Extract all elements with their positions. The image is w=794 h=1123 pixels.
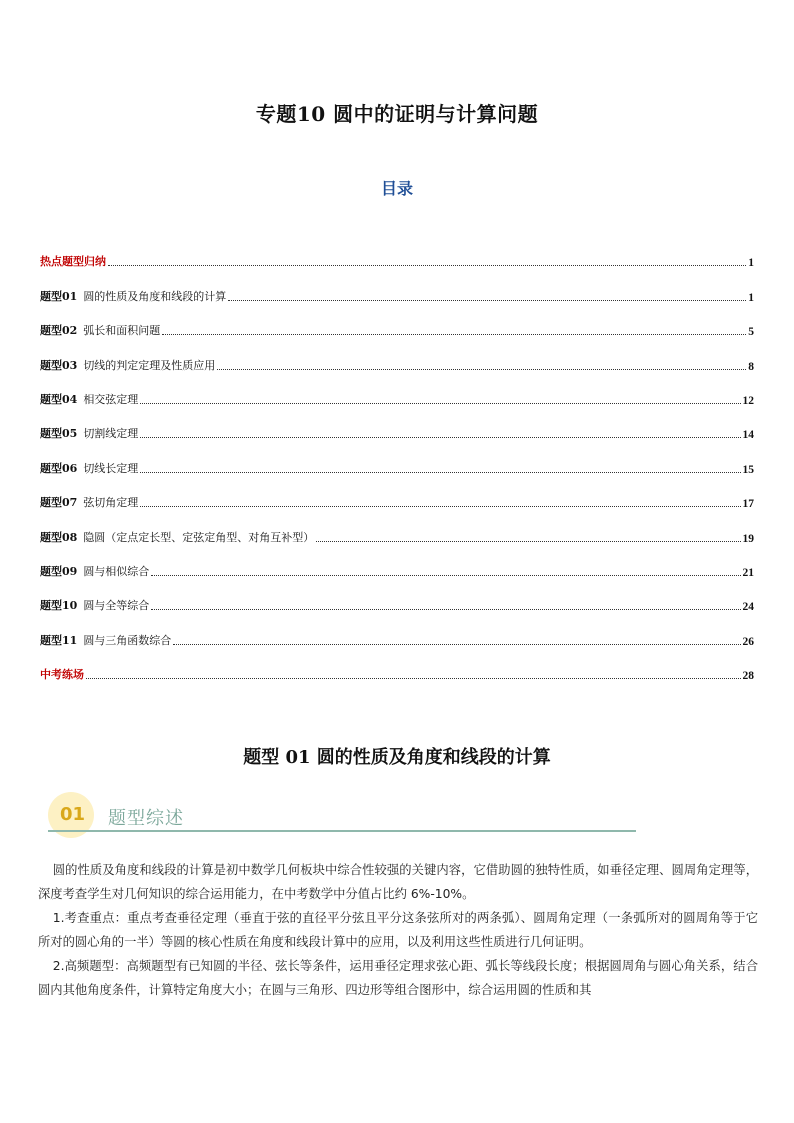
toc-leader-dots xyxy=(162,334,746,335)
paragraph-intro: 圆的性质及角度和线段的计算是初中数学几何板块中综合性较强的关键内容，它借助圆的独特性质，如垂径定理、圆周角定理等，深度考查学生对几何知识的综合运用能力，在中考数学中分值占比约 6%-10%。 xyxy=(38,863,758,901)
toc-leader-dots xyxy=(140,403,740,404)
toc-entry-page: 28 xyxy=(742,670,754,683)
banner-label: 题型综述 xyxy=(108,808,184,829)
toc-entry-label: 热点题型归纳 xyxy=(40,255,106,269)
toc-entry-page: 21 xyxy=(742,566,754,579)
page-title: 专题10 圆中的证明与计算问题 xyxy=(255,102,539,126)
section-body xyxy=(38,858,758,1002)
toc-leader-dots xyxy=(140,437,740,438)
paragraph-focus: 1.考查重点：重点考查垂径定理（垂直于弦的直径平分弦且平分这条弦所对的两条弧）、圆周角定理（一条弧所对的圆周角等于它所对的圆心角的一半）等圆的核心性质在角度和线段计算中的应用，以及利用这些性质进行几何证明。 xyxy=(38,911,758,949)
toc-entry-10[interactable] xyxy=(40,579,754,613)
toc-entry-label: 中考练场 xyxy=(40,668,84,682)
toc-heading: 目录 xyxy=(380,179,413,198)
toc-leader-dots xyxy=(173,644,740,645)
toc-entry-label: 圆与相似综合 xyxy=(83,564,150,578)
toc-entry-02[interactable] xyxy=(40,304,754,338)
toc-entry-hot-topics[interactable] xyxy=(40,235,754,269)
toc-entry-number: 题型05 xyxy=(40,427,78,441)
toc-entry-number: 题型01 xyxy=(40,289,78,303)
toc-entry-number: 题型04 xyxy=(40,392,78,406)
toc-entry-number: 题型02 xyxy=(40,324,78,338)
toc-entry-page: 1 xyxy=(748,257,754,270)
toc-leader-dots xyxy=(228,300,746,301)
toc-entry-page: 24 xyxy=(742,601,754,614)
toc-entry-number: 题型03 xyxy=(40,358,78,372)
toc-entry-11[interactable] xyxy=(40,613,754,647)
section-banner xyxy=(44,792,636,838)
toc-leader-dots xyxy=(140,472,740,473)
toc-leader-dots xyxy=(151,609,740,610)
toc-entry-number: 题型06 xyxy=(40,461,78,475)
toc-entry-number: 题型11 xyxy=(40,633,78,647)
toc-entry-04[interactable] xyxy=(40,373,754,407)
toc-leader-dots xyxy=(108,265,746,266)
toc-entry-01[interactable] xyxy=(40,269,754,303)
toc-leader-dots xyxy=(86,678,741,679)
badge-number: 01 xyxy=(60,804,86,825)
banner-underline xyxy=(48,830,636,832)
toc-entry-06[interactable] xyxy=(40,441,754,475)
toc-entry-page: 1 xyxy=(748,291,754,304)
toc-entry-03[interactable] xyxy=(40,338,754,372)
table-of-contents xyxy=(40,235,754,682)
toc-entry-page: 19 xyxy=(742,532,754,545)
toc-entry-label: 弦切角定理 xyxy=(83,496,139,510)
toc-entry-05[interactable] xyxy=(40,407,754,441)
toc-entry-label: 隐圆（定点定长型、定弦定角型、对角互补型） xyxy=(83,530,315,544)
toc-leader-dots xyxy=(316,541,740,542)
toc-leader-dots xyxy=(151,575,740,576)
toc-entry-page: 26 xyxy=(742,635,754,648)
toc-entry-practice[interactable] xyxy=(40,648,754,682)
toc-entry-label: 圆的性质及角度和线段的计算 xyxy=(83,289,227,303)
toc-entry-label: 相交弦定理 xyxy=(83,392,139,406)
toc-entry-07[interactable] xyxy=(40,476,754,510)
toc-entry-number: 题型07 xyxy=(40,496,78,510)
toc-entry-page: 5 xyxy=(748,326,754,339)
toc-entry-label: 切线的判定定理及性质应用 xyxy=(83,358,216,372)
toc-entry-label: 切割线定理 xyxy=(83,427,139,441)
toc-leader-dots xyxy=(217,369,746,370)
toc-entry-page: 17 xyxy=(742,498,754,511)
toc-entry-page: 15 xyxy=(742,463,754,476)
toc-leader-dots xyxy=(140,506,740,507)
toc-entry-label: 圆与全等综合 xyxy=(83,599,150,613)
toc-entry-08[interactable] xyxy=(40,510,754,544)
toc-entry-page: 14 xyxy=(742,429,754,442)
paragraph-frequent: 2.高频题型：高频题型有已知圆的半径、弦长等条件，运用垂径定理求弦心距、弧长等线段长度；根据圆周角与圆心角关系，结合圆内其他角度条件，计算特定角度大小；在圆与三角形、四边形等组合图形中，综合运用圆的性质和其 xyxy=(38,959,758,997)
toc-entry-number: 题型10 xyxy=(40,599,78,613)
section-title: 题型 01 圆的性质及角度和线段的计算 xyxy=(243,747,551,768)
toc-entry-page: 12 xyxy=(742,394,754,407)
toc-entry-09[interactable] xyxy=(40,545,754,579)
toc-entry-label: 弧长和面积问题 xyxy=(83,324,161,338)
toc-entry-label: 圆与三角函数综合 xyxy=(83,633,172,647)
toc-entry-label: 切线长定理 xyxy=(83,461,139,475)
toc-entry-number: 题型08 xyxy=(40,530,78,544)
toc-entry-number: 题型09 xyxy=(40,564,78,578)
toc-entry-page: 8 xyxy=(748,360,754,373)
